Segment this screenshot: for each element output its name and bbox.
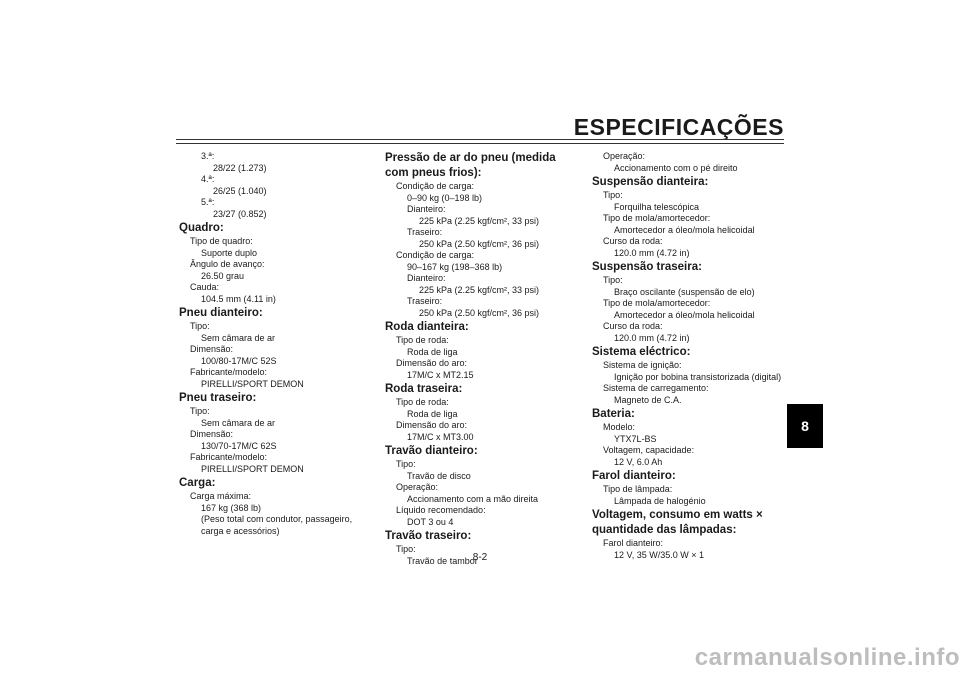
page-title: ESPECIFICAÇÕES	[573, 114, 784, 140]
column-right	[592, 151, 792, 561]
spec-label: Tipo de quadro:	[190, 236, 253, 246]
section-heading-headlight: Farol dianteiro:	[592, 470, 676, 482]
section-heading-front-tire: Pneu dianteiro:	[179, 307, 263, 319]
spec-label: Curso da roda:	[603, 236, 663, 246]
spec-label: Traseiro:	[407, 296, 443, 306]
spec-label: Tipo de mola/amortecedor:	[603, 298, 711, 308]
spec-label: Condição de carga:	[396, 250, 475, 260]
spec-value: 250 kPa (2.50 kgf/cm², 36 psi)	[419, 307, 540, 318]
spec-label: Curso da roda:	[603, 321, 663, 331]
section-heading-tire-pressure: Pressão de ar do pneu (medida com pneus frios):	[385, 152, 556, 179]
watermark: carmanualsonline.info	[694, 644, 960, 671]
column-middle	[385, 151, 575, 567]
spec-label: Líquido recomendado:	[396, 505, 486, 515]
spec-value: 104.5 mm (4.11 in)	[201, 293, 276, 304]
spec-label: Cauda:	[190, 282, 220, 292]
spec-label: Tipo:	[190, 321, 210, 331]
spec-value: Travão de disco	[407, 470, 471, 481]
spec-label: Dimensão do aro:	[396, 420, 468, 430]
spec-value: 120.0 mm (4.72 in)	[614, 247, 690, 258]
spec-value: 26.50 grau	[201, 270, 245, 281]
spec-value: Suporte duplo	[201, 247, 258, 258]
spec-value: 0–90 kg (0–198 lb)	[407, 192, 483, 203]
spec-value: 17M/C x MT3.00	[407, 431, 474, 442]
spec-value: Roda de liga	[407, 408, 458, 419]
spec-value: 225 kPa (2.25 kgf/cm², 33 psi)	[419, 215, 540, 226]
spec-value: Braço oscilante (suspensão de elo)	[614, 286, 755, 297]
gear3-value: 28/22 (1.273)	[213, 162, 267, 173]
spec-label: Dimensão:	[190, 429, 234, 439]
gear3-label: 3.ª:	[201, 151, 215, 161]
spec-label: Voltagem, capacidade:	[603, 445, 695, 455]
section-heading-bulb-wattage: Voltagem, consumo em watts × quantidade das lâmpadas:	[592, 509, 763, 536]
spec-label: Condição de carga:	[396, 181, 475, 191]
spec-value: 250 kPa (2.50 kgf/cm², 36 psi)	[419, 238, 540, 249]
spec-label: Sistema de ignição:	[603, 360, 682, 370]
spec-label: Sistema de carregamento:	[603, 383, 709, 393]
spec-label: Tipo:	[603, 190, 623, 200]
spec-label: Dianteiro:	[407, 273, 446, 283]
spec-value: 12 V, 6.0 Ah	[614, 456, 663, 467]
spec-label: Operação:	[396, 482, 439, 492]
spec-value: 167 kg (368 lb)	[201, 502, 262, 513]
section-heading-battery: Bateria:	[592, 408, 635, 420]
spec-value: 225 kPa (2.25 kgf/cm², 33 psi)	[419, 284, 540, 295]
gear5-label: 5.ª:	[201, 197, 215, 207]
spec-label: Farol dianteiro:	[603, 538, 664, 548]
spec-value: 130/70-17M/C 62S	[201, 440, 277, 451]
spec-value: DOT 3 ou 4	[407, 516, 454, 527]
spec-label: Tipo:	[190, 406, 210, 416]
spec-label: Tipo:	[603, 275, 623, 285]
spec-value: Lâmpada de halogénio	[614, 495, 706, 506]
section-heading-rear-suspension: Suspensão traseira:	[592, 261, 702, 273]
section-heading-rear-tire: Pneu traseiro:	[179, 392, 257, 404]
spec-label: Tipo de roda:	[396, 335, 449, 345]
spec-value: Roda de liga	[407, 346, 458, 357]
spec-value: Amortecedor a óleo/mola helicoidal	[614, 224, 755, 235]
section-heading-electrical: Sistema eléctrico:	[592, 346, 691, 358]
column-left	[179, 151, 359, 537]
spec-label: Tipo:	[396, 544, 416, 554]
spec-label: Dimensão do aro:	[396, 358, 468, 368]
spec-value: YTX7L-BS	[614, 433, 657, 444]
chapter-tab: 8	[787, 404, 823, 448]
gear5-value: 23/27 (0.852)	[213, 208, 267, 219]
gear4-value: 26/25 (1.040)	[213, 185, 267, 196]
spec-value: 90–167 kg (198–368 lb)	[407, 261, 503, 272]
spec-label: Dianteiro:	[407, 204, 446, 214]
spec-label: Dimensão:	[190, 344, 234, 354]
spec-label: Tipo:	[396, 459, 416, 469]
section-heading-front-wheel: Roda dianteira:	[385, 321, 469, 333]
spec-value: Ignição por bobina transistorizada (digital)	[614, 371, 782, 382]
spec-label: Ângulo de avanço:	[190, 259, 265, 269]
spec-label: Traseiro:	[407, 227, 443, 237]
spec-value: PIRELLI/SPORT DEMON	[201, 378, 304, 389]
spec-value: Accionamento com a mão direita	[407, 493, 539, 504]
spec-value: 12 V, 35 W/35.0 W × 1	[614, 549, 704, 560]
spec-label: Tipo de roda:	[396, 397, 449, 407]
spec-value: PIRELLI/SPORT DEMON	[201, 463, 304, 474]
spec-value: Amortecedor a óleo/mola helicoidal	[614, 309, 755, 320]
spec-label: Tipo de lâmpada:	[603, 484, 673, 494]
spec-label: Carga máxima:	[190, 491, 252, 501]
section-heading-rear-brake: Travão traseiro:	[385, 530, 472, 542]
page-number: 8-2	[472, 552, 488, 563]
header-rule-top	[176, 139, 784, 140]
section-heading-load: Carga:	[179, 477, 216, 489]
spec-value: 120.0 mm (4.72 in)	[614, 332, 690, 343]
gear4-label: 4.ª:	[201, 174, 215, 184]
spec-label: Fabricante/modelo:	[190, 367, 268, 377]
spec-label: Fabricante/modelo:	[190, 452, 268, 462]
section-heading-front-suspension: Suspensão dianteira:	[592, 176, 709, 188]
spec-value: Sem câmara de ar	[201, 417, 276, 428]
section-heading-front-brake: Travão dianteiro:	[385, 445, 478, 457]
section-heading-frame: Quadro:	[179, 222, 224, 234]
spec-value: Sem câmara de ar	[201, 332, 276, 343]
spec-note: (Peso total com condutor, passageiro, carga e acessórios)	[201, 514, 353, 536]
spec-value: Accionamento com o pé direito	[614, 162, 738, 173]
header-rule-bottom	[176, 143, 784, 144]
spec-value: Travão de tambor	[407, 555, 478, 566]
spec-value: 17M/C x MT2.15	[407, 369, 474, 380]
spec-label: Operação:	[603, 151, 646, 161]
section-heading-rear-wheel: Roda traseira:	[385, 383, 463, 395]
spec-label: Tipo de mola/amortecedor:	[603, 213, 711, 223]
spec-value: 100/80-17M/C 52S	[201, 355, 277, 366]
spec-value: Forquilha telescópica	[614, 201, 700, 212]
spec-value: Magneto de C.A.	[614, 394, 682, 405]
spec-label: Modelo:	[603, 422, 636, 432]
